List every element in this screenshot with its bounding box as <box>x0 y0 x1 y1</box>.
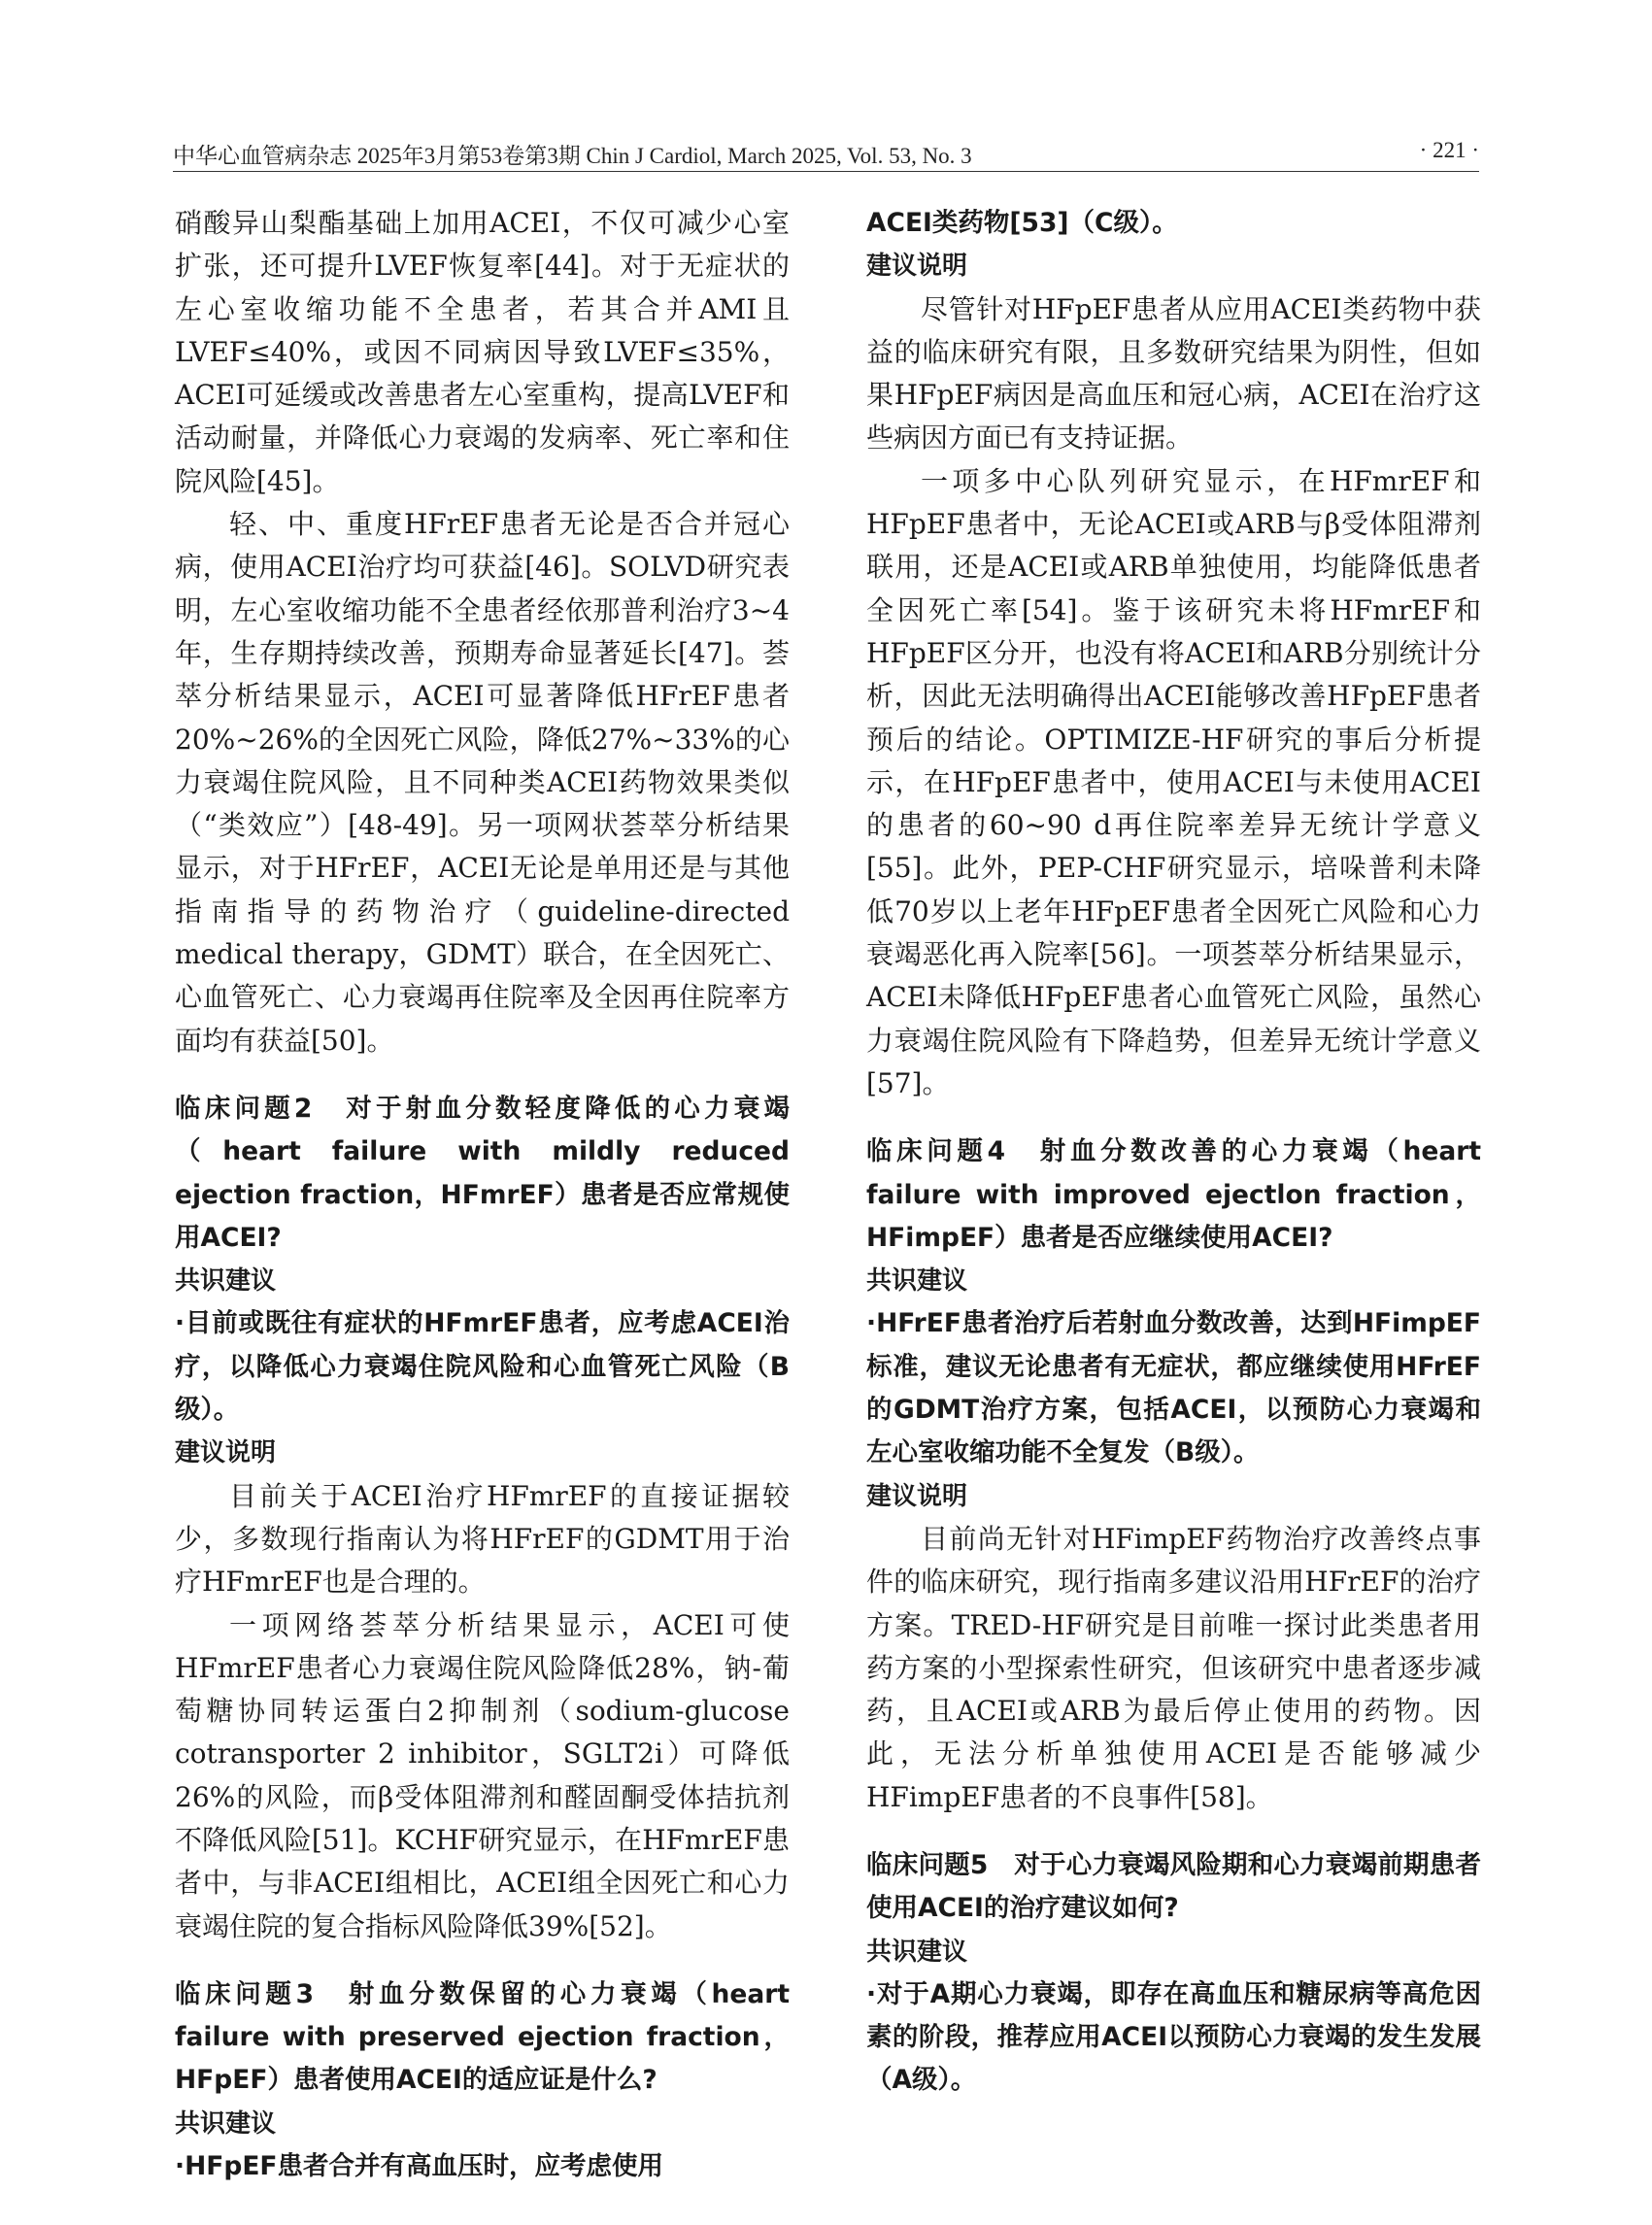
q3-consensus-end: ACEI类药物[53]（C级）。 <box>866 208 1178 238</box>
page-number: · 221 · <box>1419 138 1479 162</box>
question-5-title: 临床问题5 对于心力衰竭风险期和心力衰竭前期患者使用ACEI的治疗建议如何? <box>866 1849 1481 1924</box>
paragraph-acei-lvef: 硝酸异山梨酯基础上加用ACEI，不仅可减少心室扩张，还可提升LVEF恢复率[44]。对于无症状的左心室收缩功能不全患者，若其合并AMI且LVEF≤40%，或因不同病因导致LVEF≤35%，ACEI可延缓或改善患者左心室重构，提高LVEF和活动耐量，并降低心力衰竭的发病率、死亡率和住院风险[45]。 <box>175 207 790 497</box>
running-header <box>173 134 1479 169</box>
q3-paragraph-1: 尽管针对HFpEF患者从应用ACEI类药物中获益的临床研究有限，且多数研究结果为阴性，但如果HFpEF病因是高血压和冠心病，ACEI在治疗这些病因方面已有支持证据。 <box>866 292 1481 455</box>
q2-consensus-label: 共识建议 <box>175 1266 277 1297</box>
q4-explain-label: 建议说明 <box>866 1481 968 1511</box>
q3-paragraph-2: 一项多中心队列研究显示，在HFmrEF和HFpEF患者中，无论ACEI或ARB与β受体阻滞剂联用，还是ACEI或ARB单独使用，均能降低患者全因死亡率[54]。鉴于该研究未将HFmrEF和HFpEF区分开，也没有将ACEI和ARB分别统计分析，因此无法明确得出ACEI能够改善HFpEF患者预后的结论。OPTIMIZE-HF研究的事后分析提示，在HFpEF患者中，使用ACEI与未使用ACEI的患者的60~90 d再住院率差异无统计学意义[55]。此外，PEP-CHF研究显示，培哚普利未降低70岁以上老年HFpEF患者全因死亡风险和心力衰竭恶化再入院率[56]。一项荟萃分析结果显示，ACEI未降低HFpEF患者心血管死亡风险，虽然心力衰竭住院风险有下降趋势，但差异无统计学意义[57]。 <box>866 464 1481 1099</box>
left-column <box>175 202 790 2188</box>
q4-consensus-label: 共识建议 <box>866 1266 968 1297</box>
q3-consensus-start: ·HFpEF患者合并有高血压时，应考虑使用 <box>175 2151 664 2182</box>
q5-consensus-label: 共识建议 <box>866 1937 968 1967</box>
q2-paragraph-2: 一项网络荟萃分析结果显示，ACEI可使HFmrEF患者心力衰竭住院风险降低28%，钠-葡萄糖协同转运蛋白2抑制剂（sodium-glucose cotransporter 2 inhibitor，SGLT2i）可降低26%的风险，而β受体阻滞剂和醛固酮受体拮抗剂不降低风险[51]。KCHF研究显示，在HFmrEF患者中，与非ACEI组相比，ACEI组全因死亡和心力衰竭住院的复合指标风险降低39%[52]。 <box>175 1608 790 1942</box>
q5-consensus: ·对于A期心力衰竭，即存在高血压和糖尿病等高危因素的阶段，推荐应用ACEI以预防心力衰竭的发生发展（A级）。 <box>866 1978 1481 2096</box>
q2-explain-label: 建议说明 <box>175 1438 277 1468</box>
header-rule <box>173 171 1479 172</box>
q2-paragraph-1: 目前关于ACEI治疗HFmrEF的直接证据较少，多数现行指南认为将HFrEF的GDMT用于治疗HFmrEF也是合理的。 <box>175 1479 790 1599</box>
q3-explain-label: 建议说明 <box>866 252 968 282</box>
q4-consensus: ·HFrEF患者治疗后若射血分数改善，达到HFimpEF标准，建议无论患者有无症状，都应继续使用HFrEF的GDMT治疗方案，包括ACEI，以预防心力衰竭和左心室收缩功能不全复发（B级）。 <box>866 1308 1481 1468</box>
q4-paragraph-1: 目前尚无针对HFimpEF药物治疗改善终点事件的临床研究，现行指南多建议沿用HFrEF的治疗方案。TRED-HF研究是目前唯一探讨此类患者用药方案的小型探索性研究，但该研究中患者逐步减药，且ACEI或ARB为最后停止使用的药物。因此，无法分析单独使用ACEI是否能够减少HFimpEF患者的不良事件[58]。 <box>866 1522 1481 1813</box>
paragraph-hfref-benefit: 轻、中、重度HFrEF患者无论是否合并冠心病，使用ACEI治疗均可获益[46]。SOLVD研究表明，左心室收缩功能不全患者经依那普利治疗3~4年，生存期持续改善，预期寿命显著延长[47]。荟萃分析结果显示，ACEI可显著降低HFrEF患者20%~26%的全因死亡风险，降低27%~33%的心力衰竭住院风险，且不同种类ACEI药物效果类似（“类效应”）[48-49]。另一项网状荟萃分析结果显示，对于HFrEF，ACEI无论是单用还是与其他指南指导的药物治疗（guideline-directed medical therapy，GDMT）联合，在全因死亡、心血管死亡、心力衰竭再住院率及全因再住院率方面均有获益[50]。 <box>175 508 790 1057</box>
question-3-title: 临床问题3 射血分数保留的心力衰竭（heart failure with preserved ejection fraction，HFpEF）患者使用ACEI的适应证是什么? <box>175 1978 790 2096</box>
q3-consensus-label: 共识建议 <box>175 2108 277 2139</box>
right-column <box>866 202 1481 2103</box>
question-4-title: 临床问题4 射血分数改善的心力衰竭（heart failure with improved ejectlon fraction，HFimpEF）患者是否应继续使用ACEI? <box>866 1136 1481 1253</box>
question-2-title: 临床问题2 对于射血分数轻度降低的心力衰竭（heart failure with mildly reduced ejection fraction，HFmrEF）患者是否应常规使用ACEI? <box>175 1093 790 1253</box>
journal-citation: 中华心血管病杂志 2025年3月第53卷第3期 Chin J Cardiol, March 2025, Vol. 53, No. 3 <box>173 144 972 168</box>
q2-consensus: ·目前或既往有症状的HFmrEF患者，应考虑ACEI治疗，以降低心力衰竭住院风险和心血管死亡风险（B级）。 <box>175 1308 790 1426</box>
